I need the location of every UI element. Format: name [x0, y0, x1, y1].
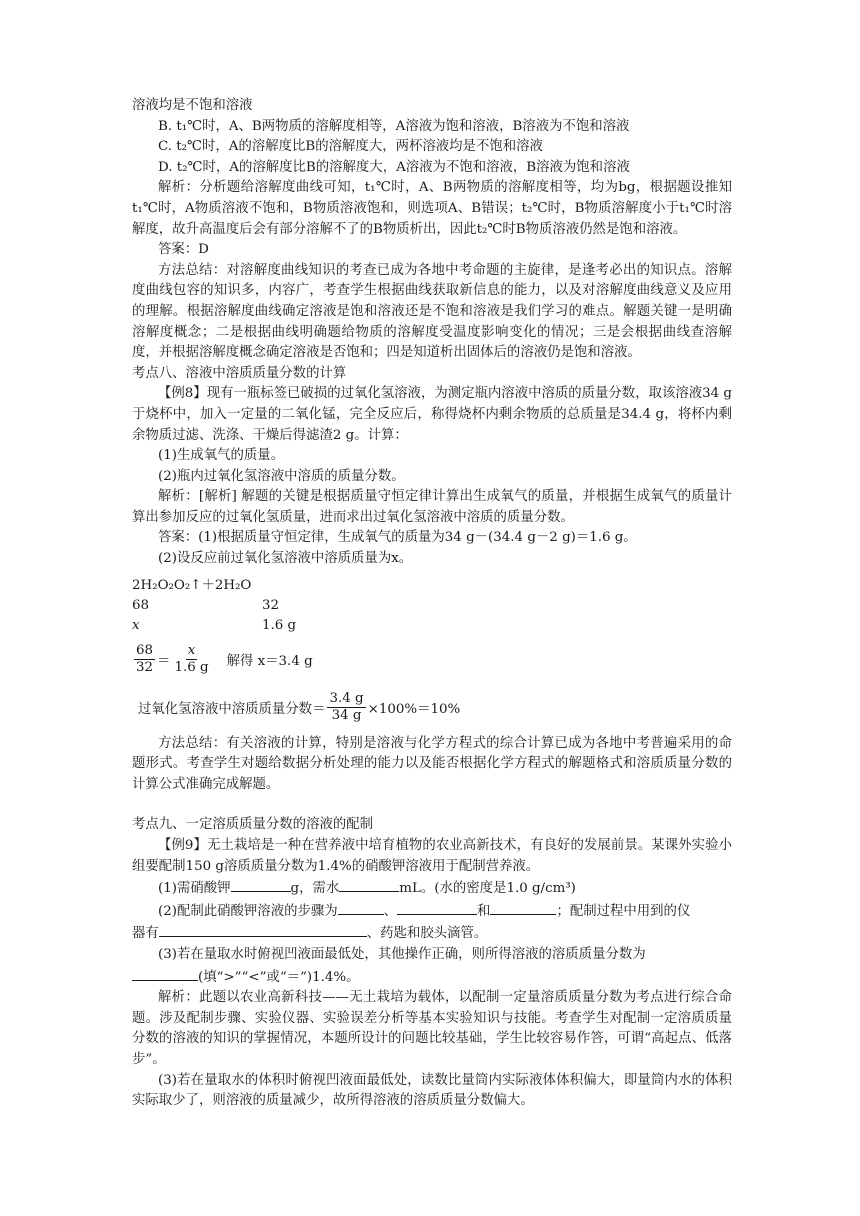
method-summary: 方法总结：有关溶液的计算，特别是溶液与化学方程式的综合计算已成为各地中考普遍采用的命题形式。考查学生对题给数据分析处理的能力以及能否根据化学方程式的解题格式和溶质质量分数的计算公式准确完成解题。 — [132, 735, 732, 792]
answer-blank — [339, 877, 399, 892]
section-heading-9: 考点九、一定溶质质量分数的溶液的配制 — [132, 817, 374, 833]
answer-blank — [338, 900, 384, 915]
section-heading-8: 考点八、溶液中溶质质量分数的计算 — [132, 365, 347, 381]
example-8-question: 【例8】现有一瓶标签已破损的过氧化氢溶液，为测定瓶内溶液中溶质的质量分数，取该溶液34 g于烧杯中，加入一定量的二氧化锰，完全反应后，称得烧杯内剩余物质的总质量是34.4 g，将杯内剩余物质过滤、洗涤、干燥后得滤渣2 g。计算： — [132, 386, 733, 443]
proportion-equation: $\frac{68}{32}$ ＝ $\frac{x}{1.6 g}$ 解得 x＝3.4 g — [136, 643, 313, 676]
question-part-1: (1)生成氧气的质量。 — [158, 448, 285, 464]
answer-blank — [231, 877, 291, 892]
equation-value: 1.6 g — [262, 617, 297, 633]
question-part-1: (1)需硝酸钾 g，需水 mL。(水的密度是1.0 g/cm³) — [132, 877, 732, 900]
question-part-2: (2)配制此硝酸钾溶液的步骤为 、 和 ；配制过程中用到的仪 — [132, 900, 732, 923]
analysis-paragraph: (3)若在量取水的体积时俯视凹液面最低处，读数比量筒内实际液体体积偏大，即量筒内水的体积实际取少了，则溶液的质量减少，故所得溶液的溶质质量分数偏大。 — [132, 1072, 732, 1109]
answer-line: 答案：D — [158, 242, 209, 258]
equation-value: 68 — [132, 597, 150, 613]
option-c: C. t₂℃时，A的溶解度比B的溶解度大，两杯溶液均是不饱和溶液 — [158, 139, 543, 155]
fraction: $\frac{3.4 g}{34 g}$ — [329, 691, 364, 724]
analysis-paragraph: 解析：[解析] 解题的关键是根据质量守恒定律计算出生成氧气的质量，并根据生成氧气的质量计算出参加反应的过氧化氢质量，进而求出过氧化氢溶液中溶质的质量分数。 — [132, 489, 732, 525]
option-b: B. t₁℃时，A、B两物质的溶解度相等，A溶液为饱和溶液，B溶液为不饱和溶液 — [158, 118, 630, 134]
equation-value: x — [132, 617, 140, 633]
answer-blank — [132, 966, 198, 981]
solution-result: 解得 x＝3.4 g — [226, 654, 313, 670]
analysis-paragraph: 解析：分析题给溶解度曲线可知，t₁℃时，A、B两物质的溶解度相等，均为bg，根据题设推知t₁℃时，A物质溶液不饱和，B物质溶液饱和，则选项A、B错误；t₂℃时，B物质溶解度小于t₁℃时溶解度，故升高温度后会有部分溶解不了的B物质析出，因此t₂℃时B物质溶液仍然是饱和溶液。 — [132, 180, 732, 237]
question-part-3: (3)若在量取水时俯视凹液面最低处，其他操作正确，则所得溶液的溶质质量分数为 — [158, 947, 646, 962]
chemical-equation: 2H₂O₂O₂↑＋2H₂O — [132, 577, 252, 593]
question-part-2: (2)瓶内过氧化氢溶液中溶质的质量分数。 — [158, 468, 405, 484]
analysis-paragraph: 解析：此题以农业高新科技——无土栽培为载体，以配制一定量溶质质量分数为考点进行综合命题。涉及配制步骤、实验仪器、实验误差分析等基本实验知识与技能。考查学生对配制一定溶质质量分数的溶液的知识的掌握情况，本题所设计的问题比较基础，学生比较容易作答，可谓“高起点、低落步”。 — [132, 990, 732, 1067]
method-summary: 方法总结：对溶解度曲线知识的考查已成为各地中考命题的主旋律，是逢考必出的知识点。溶解度曲线包容的知识多，内容广，考查学生根据曲线获取新信息的能力，以及对溶解度曲线意义及应用的理解。根据溶解度曲线确定溶液是饱和溶液还是不饱和溶液是我们学习的难点。解题关键一是明确溶解度概念；二是根据曲线明确题给物质的溶解度受温度影响变化的情况；三是会根据曲线查溶解度，并根据溶解度概念确定溶液是否饱和；四是知道析出固体后的溶液仍是饱和溶液。 — [132, 262, 732, 361]
answer-line: (2)设反应前过氧化氢溶液中溶质质量为x。 — [158, 551, 413, 567]
answer-blank — [490, 900, 556, 915]
option-d: D. t₂℃时，A的溶解度比B的溶解度大，A溶液为不饱和溶液，B溶液为饱和溶液 — [158, 159, 630, 175]
fraction: $\frac{68}{32}$ — [136, 643, 154, 676]
fraction: $\frac{x}{1.6 g}$ — [174, 643, 209, 676]
text-line: 溶液均是不饱和溶液 — [132, 98, 253, 113]
answer-blank — [397, 900, 477, 915]
document-page — [132, 96, 732, 1112]
answer-blank — [159, 922, 367, 937]
question-part-3-cont: (填“>”“<”或“＝”)1.4%。 — [132, 966, 732, 989]
chemical-equation-block — [132, 576, 732, 636]
example-9-question: 【例9】无土栽培是一种在营养液中培育植物的农业高新技术，有良好的发展前景。某课外实验小组要配制150 g溶质质量分数为1.4%的硝酸钾溶液用于配制营养液。 — [132, 838, 732, 874]
answer-line: 答案：(1)根据质量守恒定律，生成氧气的质量为34 g－(34.4 g－2 g)＝1.6 g。 — [158, 530, 637, 546]
question-part-2-cont: 器有 、药匙和胶头滴管。 — [132, 922, 732, 945]
equation-value: 32 — [262, 597, 280, 613]
mass-fraction-equation: 过氧化氢溶液中溶质质量分数＝ $\frac{3.4 g}{34 g}$ ×100%＝10% — [138, 691, 461, 724]
